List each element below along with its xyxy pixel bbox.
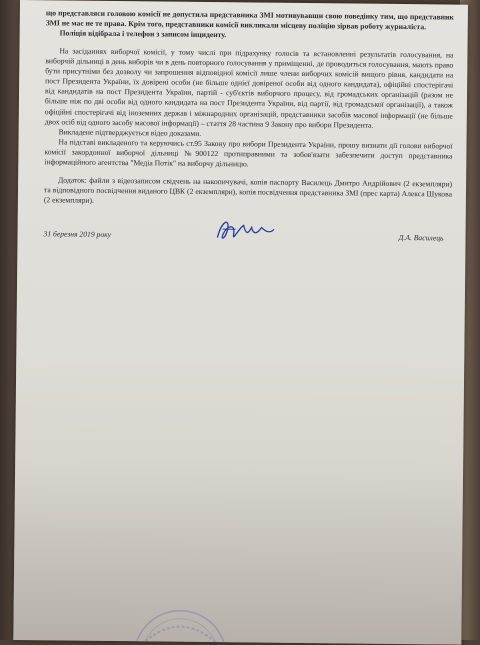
signer-name: Д.А. Василець: [398, 233, 444, 243]
paragraph-law-article: На засіданнях виборчої комісії, у тому числі при підрахунку голосів та встановленні результатів голосування, на виборчій дільниці в день виборів чи в день повторного голосування у приміщенні, де проводиться голосування, мають право бути присутніми без дозволу чи запрошення відповідної комісії лише члени виборчих комісій вищого рівня, кандидати на пост Президента України, їх довірені особи (не більше однієї довіреної особи від одного кандидата), офіційні спостерігачі від кандидатів на пост Президента України, партій - суб'єктів виборчого процесу, від громадських організацій (разом не більше ніж по дві особи від одного кандидата на пост Президента України, від партії, від громадської організації), а також офіційні спостерігачі від іноземних держав і міжнародних організацій, представники засобів масової інформації (не більше двох осіб від одного засобу масової інформації) – стаття 28 частина 9 Закону про вибори Президента.: [44, 45, 454, 130]
document-body: [43, 8, 453, 249]
official-stamp: [125, 601, 236, 645]
document-date: 31 березня 2019 року: [43, 229, 112, 240]
signature-line: [43, 219, 451, 249]
bottom-shadow: [13, 460, 463, 645]
paragraph-police: Поліція відібрала і телефон з записом інциденту.: [59, 28, 227, 40]
paragraph-attachments: Додаток: файли з відеозаписом свідчень на накопичувачі, копія паспорту Василець Дмитро Андрійович (2 екземпляри) та відповідного посвідчення виданого ЦВК (2 екземпляри), копія посвідчення представника ЗМІ (прес карта) Алекса Шукова (2 екземпляри).: [43, 174, 453, 205]
paragraph-request: На підставі викладеного та керуючись ст.95 Закону про вибори Президента України, прошу визнати дії голови виборчої комісії закордонної виборчої дільниці №900122 протиправними та зобов'язати забезпечити доступ представника інформаційного агентства "Медіа Потік" на виборчу дільницю.: [44, 137, 453, 169]
paragraph-incident: що представляси головою комісії не допустила представника ЗМІ мотивувавши свою поведінку тим, що представник ЗМІ не має не те права. Крім того, представники комісії викликали місцеву поліцію зірвав роботу журналіста.: [45, 8, 454, 32]
paper-sheet: [13, 0, 468, 645]
handwritten-signature: [213, 215, 275, 246]
paragraph-evidence: Викладене підтверджується відео доказами.: [58, 127, 202, 138]
